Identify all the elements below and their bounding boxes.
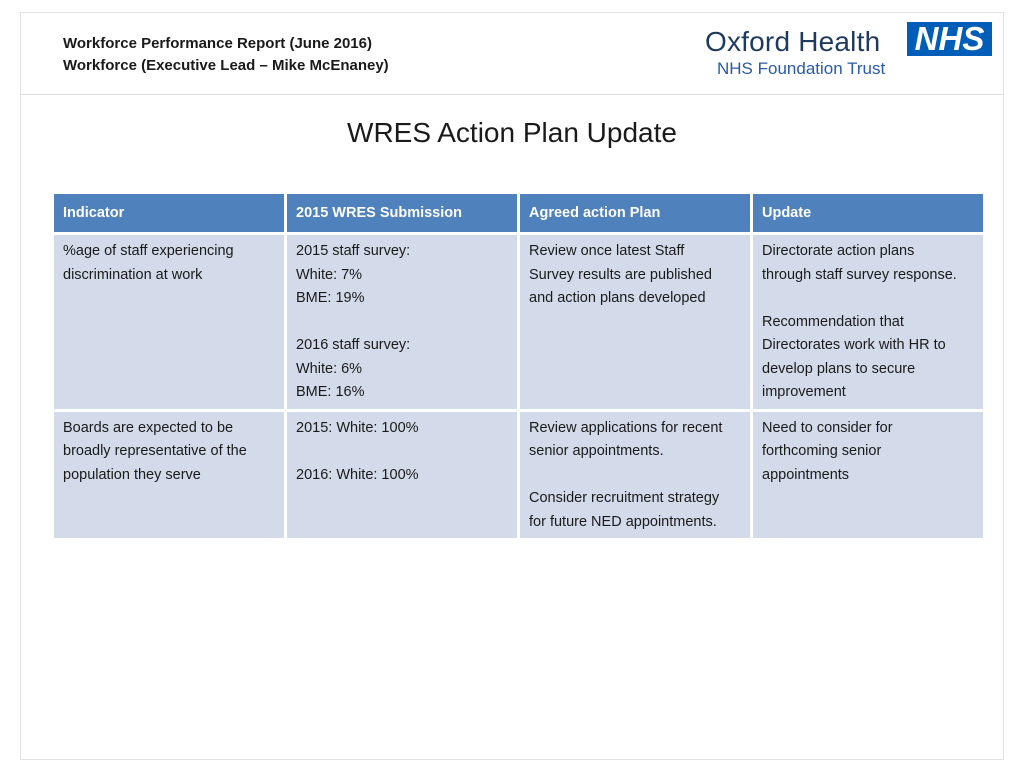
cell-text-line: through staff survey response. xyxy=(762,266,957,283)
cell-text-line: BME: 16% xyxy=(296,384,365,400)
cell-text-line: forthcoming senior xyxy=(762,443,882,459)
cell-text-line: discrimination at work xyxy=(63,266,203,283)
report-subtitle: Workforce (Executive Lead – Mike McEnaney) xyxy=(63,57,389,74)
table-cell-submission xyxy=(287,235,517,409)
cell-text-line: Consider recruitment strategy xyxy=(529,490,720,506)
cell-text-line: broadly representative of the xyxy=(63,443,247,459)
table-row xyxy=(54,412,983,539)
table-cell-action xyxy=(520,235,750,409)
cell-text-line: Survey results are published xyxy=(529,266,712,283)
cell-text-line: White: 7% xyxy=(296,266,363,283)
column-header-update: Update xyxy=(753,194,983,232)
cell-text-line: 2015 staff survey: xyxy=(296,243,411,259)
cell-text-line: Review once latest Staff xyxy=(529,243,685,259)
report-header xyxy=(21,13,1003,95)
logo-trust-name: NHS Foundation Trust xyxy=(717,59,886,78)
table-body xyxy=(54,235,983,538)
cell-text-line: population they serve xyxy=(63,466,201,483)
cell-spacer xyxy=(762,287,974,311)
nhs-logo-icon: NHS xyxy=(907,22,992,56)
cell-text-line: improvement xyxy=(762,384,846,400)
table-cell-indicator xyxy=(54,412,284,539)
cell-text-line: Directorate action plans xyxy=(762,243,915,259)
cell-text-line: Need to consider for xyxy=(762,419,893,436)
cell-text-line: appointments xyxy=(762,466,850,483)
column-header-submission: 2015 WRES Submission xyxy=(287,194,517,232)
logo-org-name: Oxford Health xyxy=(705,26,881,57)
cell-text-line: Boards are expected to be xyxy=(63,419,234,436)
table-cell-action xyxy=(520,412,750,539)
table-cell-submission xyxy=(287,412,517,539)
table-header-row xyxy=(54,194,983,232)
cell-text-line: 2016: White: 100% xyxy=(296,466,419,483)
cell-text-line: senior appointments. xyxy=(529,443,664,459)
cell-text-line: 2015: White: 100% xyxy=(296,419,419,436)
cell-spacer xyxy=(529,464,741,488)
table-cell-update xyxy=(753,412,983,539)
report-heading xyxy=(63,33,389,77)
cell-text-line: Directorates work with HR to xyxy=(762,337,946,353)
cell-text-line: BME: 19% xyxy=(296,290,365,306)
cell-spacer xyxy=(296,440,508,464)
cell-text-line: and action plans developed xyxy=(529,290,706,306)
cell-spacer xyxy=(296,311,508,335)
column-header-action: Agreed action Plan xyxy=(520,194,750,232)
cell-text-line: %age of staff experiencing xyxy=(63,243,234,259)
wres-action-table xyxy=(51,191,986,541)
slide xyxy=(20,12,1004,760)
table-cell-update xyxy=(753,235,983,409)
table-row xyxy=(54,235,983,409)
cell-text-line: Recommendation that xyxy=(762,313,904,330)
report-title: Workforce Performance Report (June 2016) xyxy=(63,35,372,52)
cell-text-line: develop plans to secure xyxy=(762,360,916,377)
column-header-indicator: Indicator xyxy=(54,194,284,232)
cell-text-line: for future NED appointments. xyxy=(529,513,717,530)
cell-text-line: 2016 staff survey: xyxy=(296,337,411,353)
organisation-logo xyxy=(705,25,885,79)
table-cell-indicator xyxy=(54,235,284,409)
cell-text-line: Review applications for recent xyxy=(529,419,723,436)
page-title: WRES Action Plan Update xyxy=(347,117,677,148)
cell-text-line: White: 6% xyxy=(296,360,363,377)
